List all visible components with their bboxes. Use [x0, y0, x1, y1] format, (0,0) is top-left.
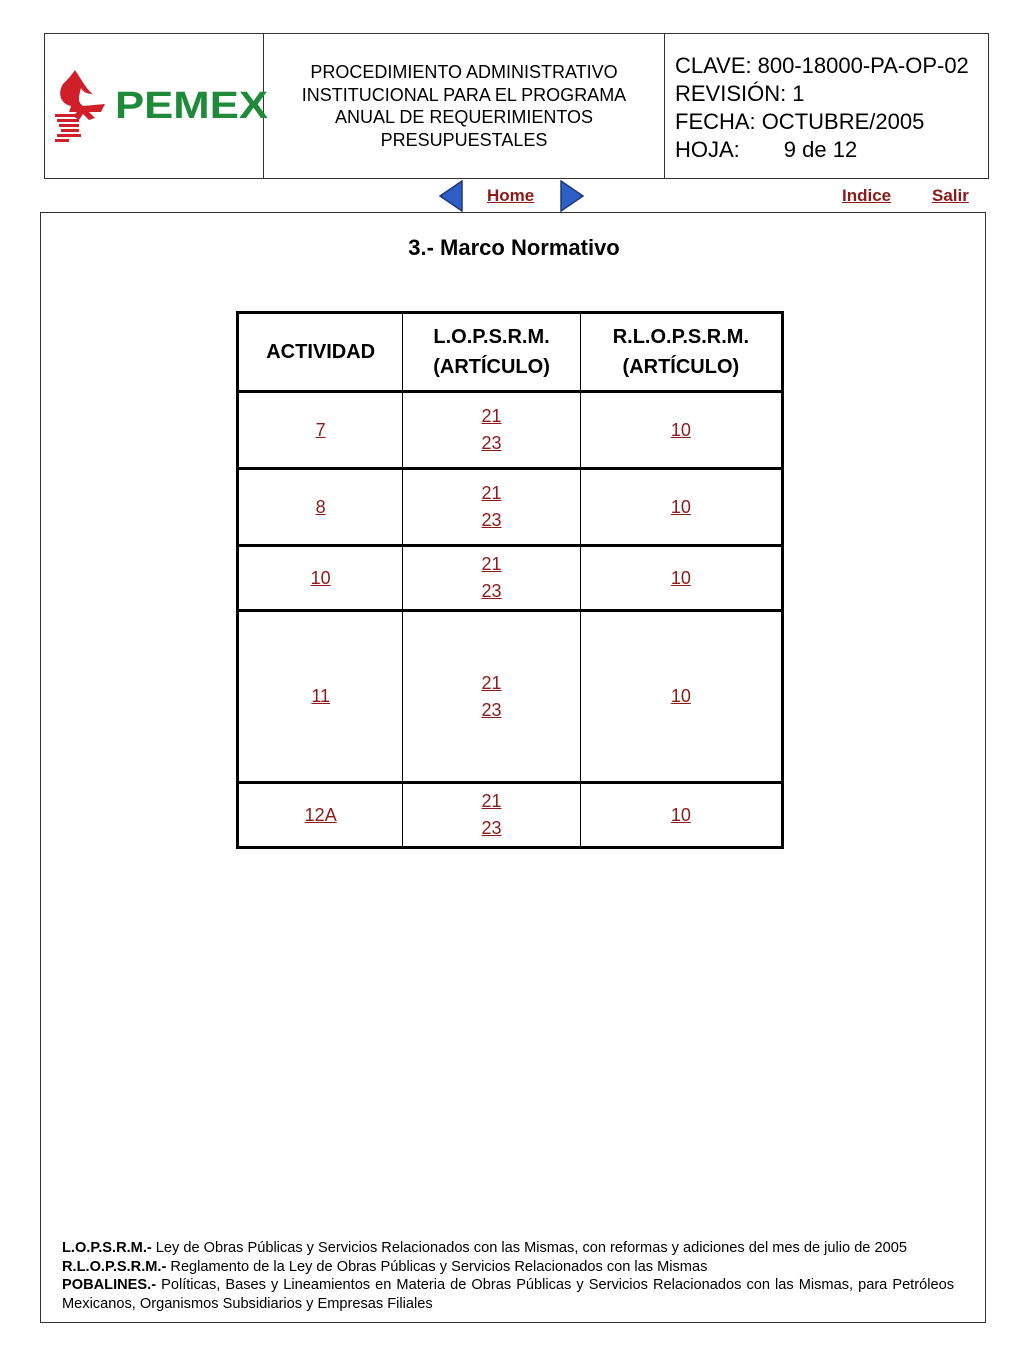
title-line: INSTITUCIONAL PARA EL PROGRAMA: [301, 84, 627, 105]
previous-arrow-icon[interactable]: [438, 180, 464, 212]
footnote-text: Políticas, Bases y Lineamientos en Materia de Obras Públicas y Servicios Relacionados con las Mismas, para Petróleos Mexicanos, Organismos Subsidiarios y Empresas Filiales: [62, 1277, 954, 1312]
revision-value: 1: [792, 81, 805, 106]
revision-label: REVISIÓN:: [675, 81, 787, 106]
rlopsrm-cell: [580, 783, 782, 848]
actividad-cell: [238, 546, 403, 611]
article-link[interactable]: 23: [481, 699, 502, 720]
column-header-rlopsrm: [580, 313, 782, 392]
home-link[interactable]: Home: [487, 186, 535, 205]
footnotes: [62, 1239, 954, 1313]
hoja-row: [675, 136, 988, 164]
salir-link[interactable]: Salir: [932, 186, 969, 205]
footnote-term: POBALINES.-: [62, 1277, 157, 1293]
lopsrm-cell: [403, 783, 580, 848]
footnote-rlopsrm: [62, 1258, 954, 1277]
actividad-cell: [238, 783, 403, 848]
footnote-lopsrm: [62, 1239, 954, 1258]
navigation-bar: [0, 178, 1024, 214]
content-frame: [40, 212, 986, 1323]
article-link[interactable]: 21: [481, 406, 502, 426]
article-link[interactable]: 23: [481, 581, 502, 601]
clave-row: [675, 52, 988, 80]
logo: [45, 34, 269, 178]
indice-link[interactable]: Indice: [842, 186, 892, 205]
actividad-link[interactable]: 11: [311, 686, 331, 706]
lopsrm-cell: [403, 392, 580, 469]
table-row: [238, 469, 783, 546]
document-header: [44, 33, 989, 179]
footnote-text: Reglamento de la Ley de Obras Públicas y Servicios Relacionados con las Mismas: [166, 1258, 708, 1275]
table-row: [238, 546, 783, 611]
title-line: ANUAL DE REQUERIMIENTOS: [334, 107, 594, 127]
article-link[interactable]: 21: [481, 554, 502, 574]
header-subtext: (ARTÍCULO): [622, 356, 740, 378]
footnote-term: R.L.O.P.S.R.M.-: [62, 1258, 167, 1275]
next-arrow-icon[interactable]: [559, 180, 585, 212]
column-header-lopsrm: [403, 313, 580, 392]
article-link[interactable]: 21: [481, 672, 502, 693]
hoja-value: 9 de 12: [783, 137, 858, 162]
footnote-pobalines: [62, 1276, 954, 1313]
logo-wordmark: PEMEX: [115, 84, 269, 127]
table-header-row: [238, 313, 783, 392]
actividad-cell: [238, 392, 403, 469]
hoja-label: HOJA:: [675, 137, 740, 162]
article-link[interactable]: 23: [481, 510, 502, 530]
clave-label: CLAVE:: [675, 53, 752, 78]
header-text: L.O.P.S.R.M.: [433, 326, 550, 348]
table-row: [238, 392, 783, 469]
article-link[interactable]: 21: [481, 791, 502, 811]
document-info: [665, 34, 988, 178]
rlopsrm-cell: [580, 392, 782, 469]
article-link[interactable]: 10: [670, 567, 691, 588]
footnote-term: L.O.P.S.R.M.-: [62, 1240, 152, 1256]
lopsrm-cell: [403, 469, 580, 546]
article-link[interactable]: 10: [670, 804, 691, 825]
pemex-eagle-logo-icon: [53, 68, 109, 144]
article-link[interactable]: 23: [481, 818, 502, 838]
rlopsrm-cell: [580, 469, 782, 546]
article-link[interactable]: 10: [670, 419, 691, 440]
title-line: PRESUPUESTALES: [380, 129, 548, 150]
article-link[interactable]: 21: [481, 483, 502, 503]
clave-value: 800-18000-PA-OP-02: [757, 53, 969, 78]
document-title: [264, 34, 665, 178]
actividad-cell: [238, 611, 403, 783]
header-text: R.L.O.P.S.R.M.: [612, 326, 750, 348]
footnote-text: Ley de Obras Públicas y Servicios Relacionados con las Mismas, con reformas y adiciones del mes de julio de 2005: [151, 1240, 907, 1256]
column-header-actividad: [238, 313, 403, 392]
revision-row: [675, 80, 988, 108]
title-line: PROCEDIMIENTO ADMINISTRATIVO: [310, 62, 618, 82]
lopsrm-cell: [403, 611, 580, 783]
section-title: 3.- Marco Normativo: [408, 235, 620, 260]
fecha-value: OCTUBRE/2005: [761, 109, 925, 134]
actividad-link[interactable]: 10: [310, 567, 331, 588]
header-text: ACTIVIDAD: [266, 341, 376, 363]
fecha-row: [675, 108, 988, 136]
article-link[interactable]: 10: [670, 496, 691, 517]
article-link[interactable]: 23: [481, 433, 502, 453]
actividad-cell: [238, 469, 403, 546]
header-subtext: (ARTÍCULO): [433, 356, 550, 378]
lopsrm-cell: [403, 546, 580, 611]
rlopsrm-cell: [580, 611, 782, 783]
fecha-label: FECHA:: [675, 109, 756, 134]
marco-normativo-table: [236, 311, 784, 849]
article-link[interactable]: 10: [670, 686, 691, 706]
actividad-link[interactable]: 8: [315, 496, 326, 517]
actividad-link[interactable]: 12A: [304, 804, 337, 825]
rlopsrm-cell: [580, 546, 782, 611]
table-row: [238, 611, 783, 783]
table-row: [238, 783, 783, 848]
actividad-link[interactable]: 7: [315, 419, 326, 440]
